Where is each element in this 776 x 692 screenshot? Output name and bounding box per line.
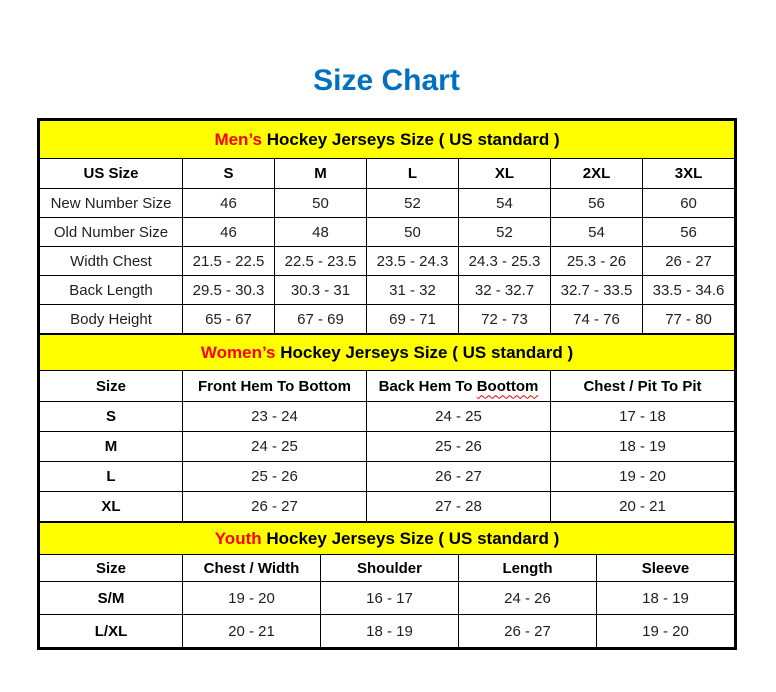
- womens-cell: 24 - 25: [367, 402, 551, 432]
- mens-col-header-2xl: 2XL: [551, 159, 643, 189]
- youth-cell: 26 - 27: [459, 615, 597, 648]
- womens-cell: 26 - 27: [183, 492, 367, 522]
- mens-cell: 46: [183, 218, 275, 247]
- mens-row-label: Width Chest: [40, 247, 183, 276]
- womens-cell: 24 - 25: [183, 432, 367, 462]
- youth-cell: 18 - 19: [321, 615, 459, 648]
- mens-cell: 26 - 27: [643, 247, 735, 276]
- table-row: [40, 615, 735, 648]
- mens-col-header-us-size: US Size: [40, 159, 183, 189]
- youth-header-row: [40, 555, 735, 582]
- womens-row-label: L: [40, 462, 183, 492]
- womens-col-header-back-hem: [367, 371, 551, 402]
- table-row: [40, 218, 735, 247]
- mens-cell: 32.7 - 33.5: [551, 276, 643, 305]
- mens-cell: 33.5 - 34.6: [643, 276, 735, 305]
- youth-cell: 19 - 20: [597, 615, 735, 648]
- womens-row-label: M: [40, 432, 183, 462]
- mens-cell: 52: [459, 218, 551, 247]
- mens-cell: 25.3 - 26: [551, 247, 643, 276]
- mens-size-table: [39, 120, 735, 334]
- table-row: [40, 189, 735, 218]
- mens-cell: 22.5 - 23.5: [275, 247, 367, 276]
- mens-cell: 56: [551, 189, 643, 218]
- mens-cell: 23.5 - 24.3: [367, 247, 459, 276]
- youth-col-header-sleeve: Sleeve: [597, 555, 735, 582]
- mens-cell: 50: [275, 189, 367, 218]
- womens-cell: 18 - 19: [551, 432, 735, 462]
- mens-section-header-text: Hockey Jerseys Size ( US standard ): [261, 129, 560, 149]
- mens-row-label: New Number Size: [40, 189, 183, 218]
- table-row: [40, 582, 735, 615]
- womens-cell: 27 - 28: [367, 492, 551, 522]
- mens-cell: 77 - 80: [643, 305, 735, 334]
- mens-cell: 67 - 69: [275, 305, 367, 334]
- mens-section-band: [40, 121, 735, 159]
- womens-cell: 25 - 26: [367, 432, 551, 462]
- mens-col-header-l: L: [367, 159, 459, 189]
- mens-cell: 60: [643, 189, 735, 218]
- table-row: [40, 462, 735, 492]
- mens-cell: 29.5 - 30.3: [183, 276, 275, 305]
- youth-section-header: [40, 523, 735, 555]
- womens-col-header-front-hem: Front Hem To Bottom: [183, 371, 367, 402]
- womens-col-header-size: Size: [40, 371, 183, 402]
- table-row: [40, 305, 735, 334]
- mens-row-label: Body Height: [40, 305, 183, 334]
- mens-section-highlight: Men’s: [214, 129, 262, 149]
- youth-section-header-text: Hockey Jerseys Size ( US standard ): [261, 528, 560, 548]
- youth-section-band: [40, 523, 735, 555]
- mens-cell: 21.5 - 22.5: [183, 247, 275, 276]
- youth-row-label: S/M: [40, 582, 183, 615]
- youth-cell: 20 - 21: [183, 615, 321, 648]
- mens-col-header-s: S: [183, 159, 275, 189]
- size-chart-table-wrapper: [37, 118, 737, 650]
- mens-cell: 74 - 76: [551, 305, 643, 334]
- womens-cell: 25 - 26: [183, 462, 367, 492]
- mens-cell: 30.3 - 31: [275, 276, 367, 305]
- womens-col-header-chest: Chest / Pit To Pit: [551, 371, 735, 402]
- womens-section-header-text: Hockey Jerseys Size ( US standard ): [275, 342, 574, 362]
- mens-section-header: [40, 121, 735, 159]
- womens-section-header: [40, 335, 735, 371]
- mens-cell: 69 - 71: [367, 305, 459, 334]
- mens-col-header-m: M: [275, 159, 367, 189]
- youth-cell: 16 - 17: [321, 582, 459, 615]
- mens-cell: 72 - 73: [459, 305, 551, 334]
- youth-cell: 19 - 20: [183, 582, 321, 615]
- youth-row-label: L/XL: [40, 615, 183, 648]
- mens-cell: 50: [367, 218, 459, 247]
- youth-cell: 24 - 26: [459, 582, 597, 615]
- womens-cell: 19 - 20: [551, 462, 735, 492]
- womens-section-band: [40, 335, 735, 371]
- youth-col-header-chest: Chest / Width: [183, 555, 321, 582]
- womens-cell: 20 - 21: [551, 492, 735, 522]
- mens-header-row: [40, 159, 735, 189]
- back-hem-misspelled-word: Boottom: [476, 377, 539, 395]
- table-row: [40, 247, 735, 276]
- mens-cell: 54: [459, 189, 551, 218]
- womens-cell: 17 - 18: [551, 402, 735, 432]
- mens-cell: 24.3 - 25.3: [459, 247, 551, 276]
- table-row: [40, 492, 735, 522]
- mens-col-header-xl: XL: [459, 159, 551, 189]
- mens-cell: 46: [183, 189, 275, 218]
- womens-size-table: [39, 334, 735, 522]
- womens-cell: 26 - 27: [367, 462, 551, 492]
- mens-cell: 31 - 32: [367, 276, 459, 305]
- womens-row-label: S: [40, 402, 183, 432]
- youth-col-header-shoulder: Shoulder: [321, 555, 459, 582]
- womens-header-row: [40, 371, 735, 402]
- back-hem-label: Back Hem To: [378, 377, 473, 395]
- mens-row-label: Back Length: [40, 276, 183, 305]
- mens-cell: 65 - 67: [183, 305, 275, 334]
- womens-section-highlight: Women’s: [200, 342, 276, 362]
- youth-section-highlight: Youth: [214, 528, 262, 548]
- womens-cell: 23 - 24: [183, 402, 367, 432]
- womens-row-label: XL: [40, 492, 183, 522]
- youth-size-table: [39, 522, 735, 648]
- table-row: [40, 402, 735, 432]
- page-title: Size Chart: [313, 64, 460, 97]
- mens-cell: 54: [551, 218, 643, 247]
- mens-row-label: Old Number Size: [40, 218, 183, 247]
- youth-col-header-size: Size: [40, 555, 183, 582]
- mens-cell: 52: [367, 189, 459, 218]
- mens-col-header-3xl: 3XL: [643, 159, 735, 189]
- table-row: [40, 432, 735, 462]
- mens-cell: 48: [275, 218, 367, 247]
- mens-cell: 56: [643, 218, 735, 247]
- youth-col-header-length: Length: [459, 555, 597, 582]
- youth-cell: 18 - 19: [597, 582, 735, 615]
- table-row: [40, 276, 735, 305]
- mens-cell: 32 - 32.7: [459, 276, 551, 305]
